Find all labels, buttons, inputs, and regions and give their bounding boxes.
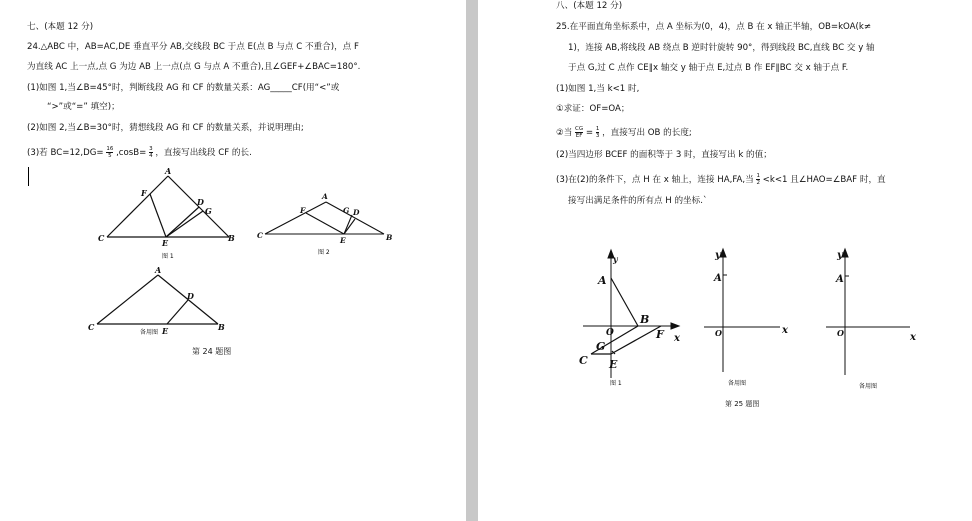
q24-part3-mid: ,cosB=	[116, 148, 147, 158]
q24-part2: (2)如图 2,当∠B=30°时，猜想线段 AG 和 CF 的数量关系，并说明理由;	[27, 123, 304, 133]
q25-part2: (2)当四边形 BCEF 的面积等于 3 时，直接写出 k 的值；	[556, 150, 772, 160]
q24-part3-prefix: (3)若 BC=12,DG=	[27, 148, 104, 158]
q24-part3-suffix: ，直接写出线段 CF 的长.	[155, 148, 252, 158]
fig24-3-label-b: B	[218, 322, 225, 332]
q24-frac-cos-num: 3	[149, 146, 153, 152]
q24-frac-dg-den: 5	[108, 153, 112, 159]
q25-part1-ii-eq: =	[585, 128, 594, 138]
fig25-2-label-a: A	[714, 273, 722, 284]
fig25-1-caption: 图 1	[610, 380, 622, 387]
q25-frac-one-third-num: 1	[595, 126, 600, 132]
q25-part1: (1)如图 1,当 k<1 时,	[556, 84, 640, 94]
fig25-1-label-g: G	[596, 340, 606, 353]
fig24-2-label-f: F	[300, 206, 306, 215]
figure-25-title: 第 25 题图	[725, 400, 760, 408]
figure-24-title: 第 24 题图	[192, 347, 232, 356]
q25-figures	[478, 0, 972, 521]
fig25-3-label-a: A	[836, 274, 844, 285]
q25-part1-ii-prefix: ②当	[556, 128, 573, 138]
fig25-1-label-e: E	[609, 358, 618, 371]
fig24-1-caption: 图 1	[162, 253, 174, 260]
section-8-header: 八、(本题 12 分)	[556, 1, 623, 11]
fig24-1-label-f: F	[141, 188, 147, 198]
fig24-2-caption: 图 2	[318, 249, 330, 256]
q25-line1: 25.在平面直角坐标系中，点 A 坐标为(0，4)，点 B 在 x 轴正半轴，OB=kOA(k≠	[556, 22, 872, 32]
fig24-2-label-d: D	[353, 208, 360, 217]
fig25-3-labels	[835, 250, 917, 343]
q25-frac-cg: CG	[575, 126, 584, 132]
fig24-1-label-c: C	[98, 233, 105, 243]
q24-frac-cos-den: 4	[149, 153, 153, 159]
q24-part1b: “>”或“=” 填空)；	[47, 102, 120, 112]
fig25-2-labels	[713, 250, 789, 338]
fig24-3-label-d: D	[187, 291, 194, 301]
fig24-1-label-g: G	[205, 206, 212, 216]
page-gutter	[466, 0, 478, 521]
fig24-2-labels	[257, 192, 392, 245]
q24-figures	[0, 0, 466, 521]
q24-line1: 24.△ABC 中，AB=AC,DE 垂直平分 AB,交线段 BC 于点 E(点 B 与点 C 不重合)，点 F	[27, 42, 359, 52]
fig25-2-caption: 备用图	[728, 380, 747, 387]
fig24-3-label-a: A	[155, 265, 162, 275]
q25-part3-suffix: <k<1 且∠HAO=∠BAF 时，直	[762, 175, 886, 185]
right-page	[478, 0, 972, 521]
fig24-3-label-c: C	[88, 322, 95, 332]
q25-part3-prefix: (3)在(2)的条件下，点 H 在 x 轴上，连接 HA,FA,当	[556, 175, 754, 185]
q25-part3-line2: 接写出满足条件的所有点 H 的坐标.`	[568, 196, 708, 206]
fig25-1-label-b: B	[640, 313, 650, 326]
fig24-3-caption: 备用图	[140, 329, 159, 336]
fig25-3-label-o: O	[837, 328, 844, 338]
q24-part1a: (1)如图 1,当∠B=45°时，判断线段 AG 和 CF 的数量关系：AG_____CF(用“<”或	[27, 83, 340, 93]
q25-frac-half-num: 1	[756, 173, 760, 179]
fig24-2-label-b: B	[386, 233, 393, 242]
fig25-3-caption: 备用图	[859, 383, 878, 390]
q25-line3: 于点 G,过 C 点作 CE∥x 轴交 y 轴于点 E,过点 B 作 EF∥BC 交 x 轴于点 F.	[568, 63, 849, 73]
section-7-header: 七、(本题 12 分)	[27, 22, 94, 32]
fig24-1-label-e: E	[162, 238, 169, 248]
fig25-2-label-x: x	[782, 325, 788, 336]
fig25-3-axes	[826, 249, 910, 375]
q25-frac-one-third-den: 3	[595, 133, 600, 139]
fig25-2-label-o: O	[715, 328, 722, 338]
fig24-2-label-g: G	[343, 206, 350, 215]
fig24-2-lines	[265, 202, 384, 234]
fig24-2-label-c: C	[257, 231, 263, 240]
fig24-3-label-e: E	[162, 326, 169, 336]
left-page	[0, 0, 466, 521]
q25-frac-half-den: 2	[756, 180, 760, 186]
fig24-1-label-d: D	[197, 197, 204, 207]
q24-frac-dg-num: 16	[106, 146, 114, 152]
q25-line2: 1)，连接 AB,将线段 AB 绕点 B 逆时针旋转 90°，得到线段 BC,直线 BC 交 y 轴	[568, 43, 875, 53]
q25-part1-ii-suffix: ，直接写出 OB 的长度;	[602, 128, 692, 138]
fig24-2-label-a: A	[322, 192, 328, 201]
fig25-1-label-x: x	[674, 333, 680, 344]
fig25-1-label-a: A	[598, 274, 607, 287]
fig25-3-label-x: x	[910, 332, 916, 343]
q25-frac-ef: EF	[575, 133, 583, 139]
fig25-3-label-y: y	[837, 250, 843, 261]
fig25-1-label-o: O	[606, 328, 614, 338]
fig25-1-label-y: y	[613, 254, 618, 264]
q24-line2: 为直线 AC 上一点,点 G 为边 AB 上一点(点 G 与点 A 不重合),且∠GEF+∠BAC=180°.	[27, 62, 361, 72]
fig24-1-label-a: A	[165, 166, 172, 176]
fig25-2-label-y: y	[715, 250, 721, 261]
fig24-1-label-b: B	[228, 233, 235, 243]
fig25-2-axes	[704, 249, 780, 372]
fig24-3-lines	[97, 275, 218, 324]
fig25-1-label-f: F	[656, 328, 664, 341]
fig25-1-label-c: C	[579, 354, 588, 367]
fig24-2-label-e: E	[340, 236, 346, 245]
q25-part1-i: ①求证：OF=OA；	[556, 104, 630, 114]
